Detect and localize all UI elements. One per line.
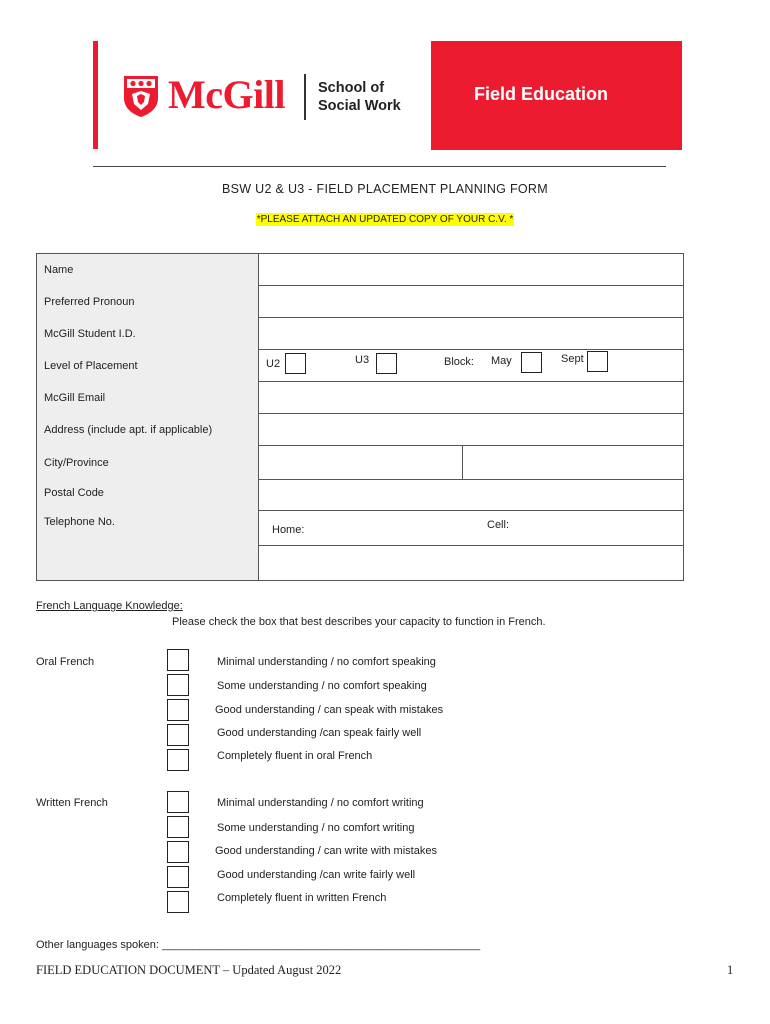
page-number: 1 [727, 963, 734, 977]
phone-field[interactable] [259, 511, 684, 546]
written-option-checkbox[interactable] [167, 816, 189, 838]
mcgill-logo [122, 74, 412, 120]
address-label: Address (include apt. if applicable) [37, 414, 259, 446]
u3-label: U3 [355, 354, 370, 366]
brand-accent-bar [93, 41, 98, 149]
oral-french-label: Oral French [36, 656, 95, 668]
table-row [37, 254, 684, 286]
oral-option-checkbox[interactable] [167, 724, 189, 746]
table-row [37, 546, 684, 581]
oral-option-checkbox[interactable] [167, 749, 189, 771]
postal-label: Postal Code [37, 480, 259, 511]
school-name [318, 79, 401, 115]
french-heading: French Language Knowledge: [36, 600, 183, 612]
written-french-label: Written French [36, 797, 108, 809]
may-label: May [491, 355, 512, 367]
city-divider [462, 446, 463, 479]
written-option-label: Completely fluent in written French [217, 892, 387, 904]
may-checkbox[interactable] [521, 352, 542, 373]
block-label: Block: [444, 356, 474, 368]
table-row [37, 286, 684, 318]
oral-option-checkbox[interactable] [167, 649, 189, 671]
written-option-checkbox[interactable] [167, 866, 189, 888]
written-option-label: Some understanding / no comfort writing [217, 822, 415, 834]
level-field [259, 350, 684, 382]
other-languages-field[interactable]: Other languages spoken: ____________________________________________________ [36, 939, 481, 951]
blank-field[interactable] [259, 546, 684, 581]
sept-checkbox[interactable] [587, 351, 608, 372]
address-field[interactable] [259, 414, 684, 446]
table-row [37, 318, 684, 350]
mcgill-crest-icon [122, 74, 160, 118]
form-title: BSW U2 & U3 - FIELD PLACEMENT PLANNING FORM [222, 182, 548, 196]
city-field[interactable] [259, 446, 684, 480]
oral-option-label: Good understanding / can speak with mistakes [215, 704, 444, 716]
footer-document-label: FIELD EDUCATION DOCUMENT – Updated August 2022 [36, 963, 342, 977]
u2-checkbox[interactable] [285, 353, 306, 374]
pronoun-field[interactable] [259, 286, 684, 318]
level-label: Level of Placement [37, 350, 259, 382]
written-option-label: Good understanding / can write with mistakes [215, 845, 437, 857]
oral-option-checkbox[interactable] [167, 674, 189, 696]
written-option-checkbox[interactable] [167, 791, 189, 813]
student-id-label: McGill Student I.D. [37, 318, 259, 350]
name-label: Name [37, 254, 259, 286]
sept-label: Sept [561, 353, 584, 365]
table-row [37, 350, 684, 382]
phone-cell-label: Cell: [487, 519, 510, 531]
email-field[interactable] [259, 382, 684, 414]
oral-option-label: Completely fluent in oral French [217, 750, 373, 762]
phone-label: Telephone No. [37, 511, 259, 546]
table-row [37, 511, 684, 546]
written-option-label: Good understanding /can write fairly well [217, 869, 416, 881]
student-id-field[interactable] [259, 318, 684, 350]
oral-option-checkbox[interactable] [167, 699, 189, 721]
cv-notice: *PLEASE ATTACH AN UPDATED COPY OF YOUR C.V. * [256, 214, 514, 225]
school-name-line2: Social Work [318, 98, 401, 114]
email-label: McGill Email [37, 382, 259, 414]
mcgill-wordmark: McGill [168, 72, 285, 117]
oral-option-label: Good understanding /can speak fairly well [217, 727, 422, 739]
field-education-label: Field Education [474, 84, 609, 104]
french-instructions: Please check the box that best describes your capacity to function in French. [172, 616, 546, 628]
phone-home-label: Home: [272, 524, 305, 536]
pronoun-label: Preferred Pronoun [37, 286, 259, 318]
u2-label: U2 [266, 358, 281, 370]
table-row [37, 480, 684, 511]
table-row [37, 382, 684, 414]
logo-divider [304, 74, 306, 120]
header-rule [93, 166, 666, 167]
oral-option-label: Some understanding / no comfort speaking [217, 680, 427, 692]
written-option-checkbox[interactable] [167, 841, 189, 863]
table-row [37, 414, 684, 446]
city-label: City/Province [37, 446, 259, 480]
school-name-line1: School of [318, 80, 385, 96]
name-field[interactable] [259, 254, 684, 286]
oral-option-label: Minimal understanding / no comfort speaking [217, 656, 436, 668]
postal-field[interactable] [259, 480, 684, 511]
blank-label [37, 546, 259, 581]
u3-checkbox[interactable] [376, 353, 397, 374]
field-education-banner [431, 41, 682, 150]
notice-wrapper [0, 209, 770, 227]
written-option-checkbox[interactable] [167, 891, 189, 913]
student-info-table [36, 253, 684, 581]
table-row [37, 446, 684, 480]
written-option-label: Minimal understanding / no comfort writing [217, 797, 424, 809]
